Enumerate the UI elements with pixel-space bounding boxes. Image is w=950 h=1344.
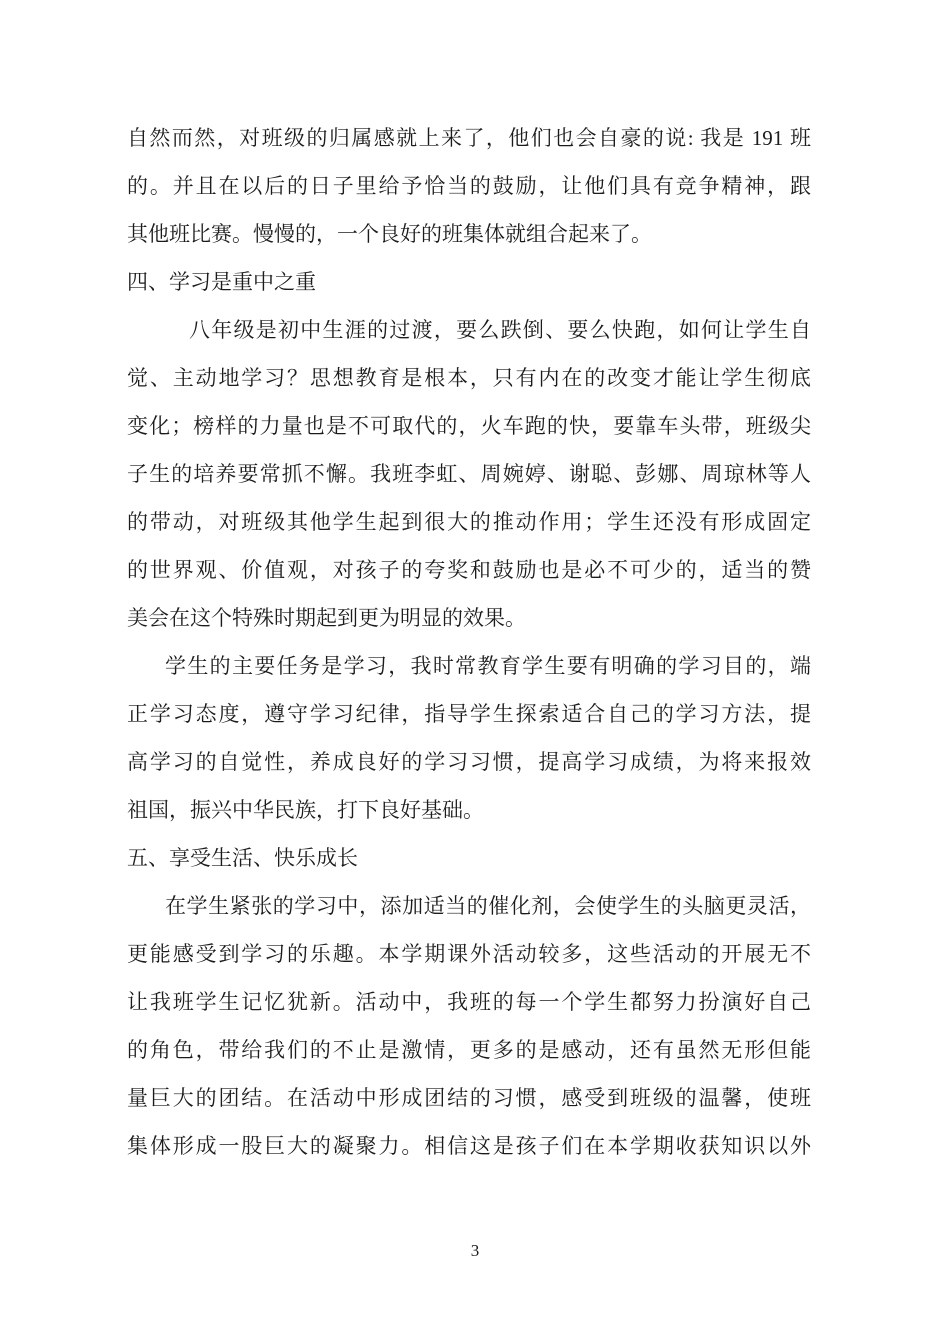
text-line-11: 美会在这个特殊时期起到更为明显的效果。 (127, 606, 526, 630)
text-line-21: 量巨大的团结。在活动中形成团结的习惯，感受到班级的温馨，使班 (127, 1086, 811, 1110)
page-number: 3 (470, 1241, 480, 1260)
text-line-17: 在学生紧张的学习中，添加适当的催化剂，会使学生的头脑更灵活， (165, 894, 811, 918)
text-line-2: 的。并且在以后的日子里给予恰当的鼓励，让他们具有竞争精神，跟 (127, 174, 811, 198)
text-line-18: 更能感受到学习的乐趣。本学期课外活动较多，这些活动的开展无不 (127, 942, 811, 966)
text-line-12: 学生的主要任务是学习，我时常教育学生要有明确的学习目的，端 (165, 654, 811, 678)
document-text-block (127, 114, 811, 1170)
text-line-13: 正学习态度，遵守学习纪律，指导学生探索适合自己的学习方法，提 (127, 702, 811, 726)
text-line-19: 让我班学生记忆犹新。活动中，我班的每一个学生都努力扮演好自己 (127, 990, 811, 1014)
text-line-8: 子生的培养要常抓不懈。我班李虹、周婉婷、谢聪、彭娜、周琼林等人 (127, 462, 811, 486)
text-line-9: 的带动，对班级其他学生起到很大的推动作用；学生还没有形成固定 (127, 510, 811, 534)
text-line-14: 高学习的自觉性，养成良好的学习习惯，提高学习成绩，为将来报效 (127, 750, 811, 774)
text-line-10: 的世界观、价值观，对孩子的夸奖和鼓励也是必不可少的，适当的赞 (127, 558, 811, 582)
text-line-6: 觉、主动地学习？思想教育是根本，只有内在的改变才能让学生彻底 (127, 366, 811, 390)
section-heading-4: 四、学习是重中之重 (127, 270, 316, 294)
text-line-22: 集体形成一股巨大的凝聚力。相信这是孩子们在本学期收获知识以外 (127, 1134, 811, 1158)
text-line-5: 八年级是初中生涯的过渡，要么跌倒、要么快跑，如何让学生自 (189, 318, 811, 342)
section-heading-5: 五、享受生活、快乐成长 (127, 846, 358, 870)
text-line-7: 变化；榜样的力量也是不可取代的，火车跑的快，要靠车头带，班级尖 (127, 414, 811, 438)
text-line-1: 自然而然，对班级的归属感就上来了，他们也会自豪的说: 我是 191 班 (127, 126, 811, 150)
text-line-15: 祖国，振兴中华民族，打下良好基础。 (127, 798, 484, 822)
text-line-3: 其他班比赛。慢慢的，一个良好的班集体就组合起来了。 (127, 222, 652, 246)
text-line-20: 的角色，带给我们的不止是激情，更多的是感动，还有虽然无形但能 (127, 1038, 811, 1062)
